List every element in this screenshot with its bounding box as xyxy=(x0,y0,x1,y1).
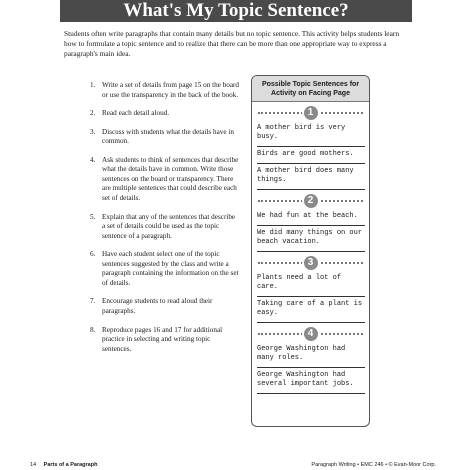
topic-sentence: A mother bird is very busy. xyxy=(257,124,365,147)
topic-sentences-panel xyxy=(251,75,370,427)
step-text: Explain that any of the sentences that describe a set of details could be used as the topic sentence of a paragraph. xyxy=(102,212,236,240)
page-title: What's My Topic Sentence? xyxy=(60,0,412,22)
step-number: 8. xyxy=(90,325,96,334)
step-text: Ask students to think of sentences that describe what the details have in common. Write those sentences on the board or transparency. There are multiple sentences that could describe each set of details. xyxy=(102,155,239,203)
step-text: Reproduce pages 16 and 17 for additional practice in selecting and writing topic sentences. xyxy=(102,325,223,353)
topic-sentence: George Washington had several important jobs. xyxy=(257,371,365,394)
group-number-badge: 2 xyxy=(304,194,318,208)
step-number: 1. xyxy=(90,81,96,89)
footer-left xyxy=(30,462,97,468)
step-item xyxy=(90,297,240,316)
steps-list xyxy=(90,81,240,363)
group-number-badge: 3 xyxy=(304,256,318,270)
topic-sentence: A mother bird does many things. xyxy=(257,167,365,190)
step-number: 6. xyxy=(90,250,96,259)
step-item xyxy=(90,250,240,288)
footer-credit: Paragraph Writing • EMC 246 • © Evan-Moor Corp. xyxy=(311,462,436,468)
section-name: Parts of a Paragraph xyxy=(43,462,98,468)
step-text: Discuss with students what the details have in common. xyxy=(102,127,234,146)
step-text: Encourage students to read aloud their paragraphs. xyxy=(102,297,213,316)
topic-sentence: We did many things on our beach vacation. xyxy=(257,229,365,252)
topic-sentence: Plants need a lot of care. xyxy=(257,274,365,297)
step-text: Read each detail aloud. xyxy=(102,109,170,118)
panel-heading: Possible Topic Sentences for Activity on Facing Page xyxy=(252,76,369,102)
step-number: 4. xyxy=(90,155,96,164)
step-text: Have each student select one of the topic sentences suggested by the class and write a paragraph containing the information on the set of details. xyxy=(102,250,239,287)
step-item xyxy=(90,128,240,147)
step-item xyxy=(90,213,240,242)
page-number: 14 xyxy=(30,462,37,468)
group-divider xyxy=(258,106,363,121)
step-item xyxy=(90,156,240,204)
step-number: 5. xyxy=(90,212,96,221)
step-item xyxy=(90,326,240,355)
step-number: 7. xyxy=(90,297,96,306)
step-number: 3. xyxy=(90,127,96,136)
group-divider xyxy=(258,256,363,271)
group-number-badge: 4 xyxy=(304,327,318,341)
group-divider xyxy=(258,194,363,209)
topic-sentence: Taking care of a plant is easy. xyxy=(257,300,365,323)
group-number-badge: 1 xyxy=(304,106,318,120)
step-text: Write a set of details from page 15 on the board or use the transparency in the back of the book. xyxy=(102,81,240,99)
step-item xyxy=(90,109,240,119)
step-item xyxy=(90,81,240,100)
topic-sentence: We had fun at the beach. xyxy=(257,212,365,226)
group-divider xyxy=(258,327,363,342)
topic-sentence: George Washington had many roles. xyxy=(257,345,365,368)
topic-sentence: Birds are good mothers. xyxy=(257,150,365,164)
step-number: 2. xyxy=(90,109,96,118)
intro-paragraph: Students often write paragraphs that contain many details but no topic sentence. This activity helps students learn how to formulate a topic sentence and to realize that there can be more than one appropriate way to express a paragraph's main idea. xyxy=(64,29,400,58)
